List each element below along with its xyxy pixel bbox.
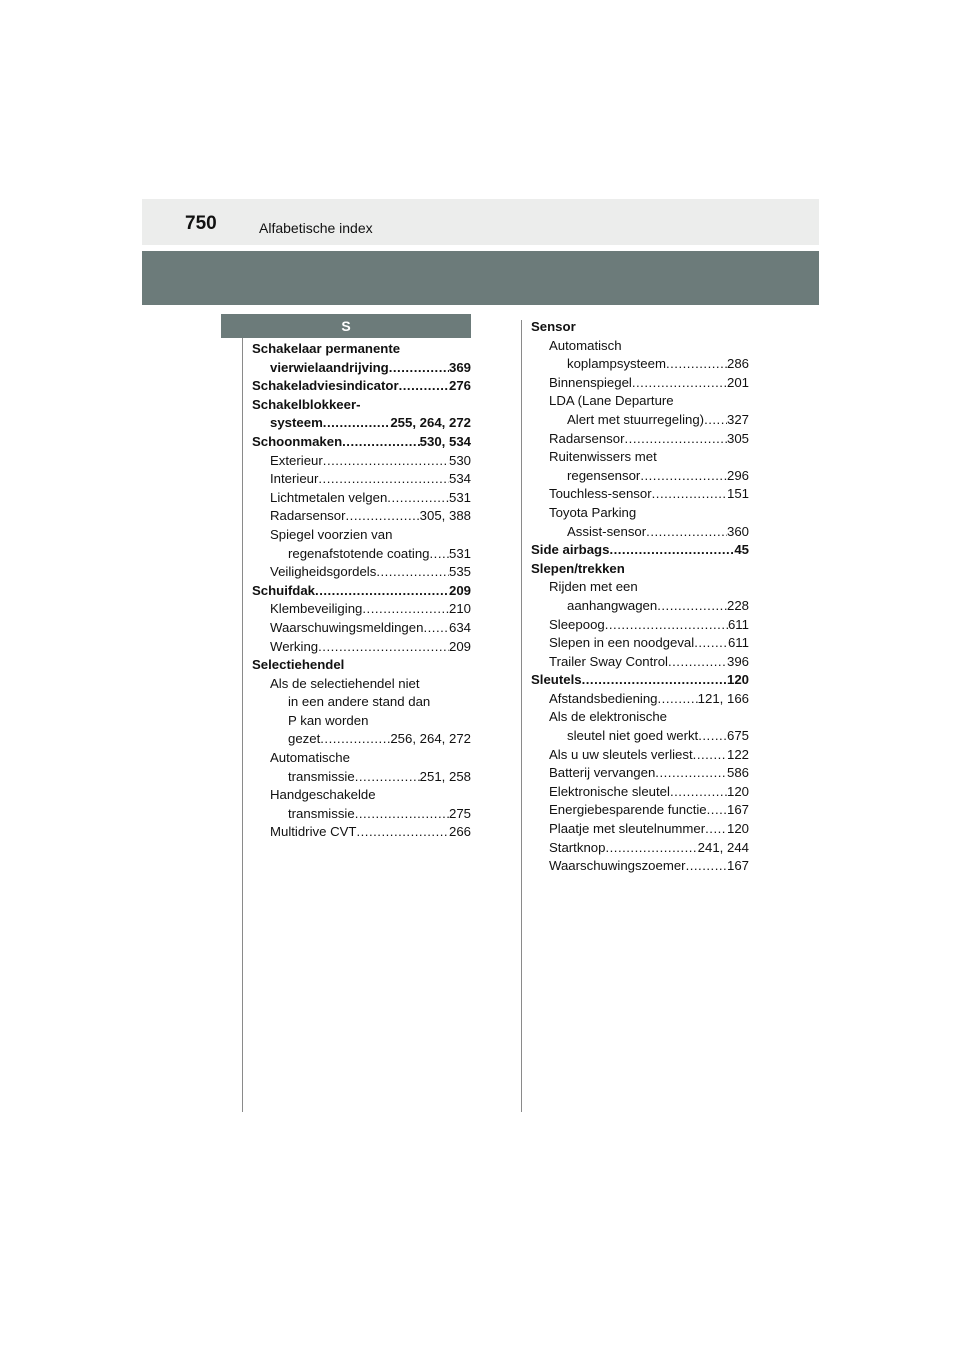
index-entry <box>531 374 749 393</box>
page-header <box>142 199 819 245</box>
index-entry-leader <box>323 452 449 471</box>
index-entry <box>531 820 749 839</box>
index-entry <box>531 653 749 672</box>
index-entry-label: Sensor <box>531 319 576 334</box>
index-entry-leader <box>342 433 420 452</box>
index-entry-label: Slepen/trekken <box>531 560 625 576</box>
index-entry <box>252 675 471 694</box>
index-entry-label: Side airbags <box>531 542 610 558</box>
index-entry-leader <box>668 653 727 672</box>
index-entry <box>531 541 749 560</box>
index-entry-label: Schoonmaken <box>252 433 343 449</box>
page-number: 750 <box>185 213 217 234</box>
index-entry-label: transmissie <box>288 768 355 784</box>
index-entry <box>252 433 471 452</box>
index-entry-page: 634 <box>448 619 471 635</box>
index-entry-leader <box>355 768 420 787</box>
right-column-rule <box>521 320 522 1112</box>
index-entry-page: 210 <box>448 601 471 617</box>
index-entry <box>531 708 749 727</box>
index-entry-page: 120 <box>726 672 749 688</box>
index-entry-label: Plaatje met sleutelnummer <box>549 821 706 837</box>
index-entry-leader <box>355 805 449 824</box>
index-entry-leader <box>704 411 727 430</box>
index-entry-leader <box>666 355 727 374</box>
index-entry-label: regenafstotende coating <box>288 545 430 561</box>
index-entry-label: Lichtmetalen velgen <box>270 489 388 505</box>
index-entry-page: 256, 264, 272 <box>390 731 471 747</box>
index-entry <box>531 504 749 523</box>
index-entry <box>531 411 749 430</box>
index-entry-label: Touchless-sensor <box>549 486 652 502</box>
index-entry <box>531 727 749 746</box>
index-entry <box>252 526 471 545</box>
index-entry <box>252 768 471 787</box>
index-entry-label: Energiebesparende functie <box>549 802 707 818</box>
index-entry-page: 276 <box>448 378 471 394</box>
index-entry-leader <box>605 839 697 858</box>
index-entry-label: Radarsensor <box>549 430 625 446</box>
index-entry-label: aanhangwagen <box>567 597 658 613</box>
index-entry-label: Als u uw sleutels verliest <box>549 746 693 762</box>
index-entry-leader <box>707 801 727 820</box>
index-entry-leader <box>693 746 727 765</box>
index-entry <box>531 597 749 616</box>
index-entry-leader <box>387 489 449 508</box>
index-entry <box>531 430 749 449</box>
index-entry-leader <box>346 507 420 526</box>
index-entry-page: 531 <box>448 545 471 561</box>
index-entry <box>252 619 471 638</box>
index-entry-page: 255, 264, 272 <box>390 415 471 431</box>
index-entry-label: Schakeladviesindicator <box>252 378 399 394</box>
index-entry <box>252 693 471 712</box>
index-entry-page: 241, 244 <box>697 839 749 855</box>
index-entry-page: 305, 388 <box>419 508 471 524</box>
index-entry-leader <box>625 430 727 449</box>
index-entry <box>531 448 749 467</box>
index-entry-leader <box>670 783 727 802</box>
left-column-rule <box>242 338 243 1112</box>
index-column-right <box>531 318 749 876</box>
index-entry-page: 530, 534 <box>419 433 471 449</box>
index-entry <box>252 749 471 768</box>
index-entry-label: sleutel niet goed werkt <box>567 728 699 744</box>
index-entry-leader <box>399 377 449 396</box>
index-entry <box>252 452 471 471</box>
page-title: Alfabetische index <box>259 220 373 236</box>
index-entry-leader <box>609 541 734 560</box>
index-entry-label: Assist-sensor <box>567 523 647 539</box>
index-entry <box>531 318 749 337</box>
index-entry <box>531 690 749 709</box>
index-entry-label: Trailer Sway Control <box>549 653 668 669</box>
index-entry-leader <box>652 485 727 504</box>
index-entry <box>531 764 749 783</box>
index-entry <box>252 638 471 657</box>
index-entry <box>531 671 749 690</box>
index-entry-page: 327 <box>726 411 749 427</box>
index-entry <box>531 839 749 858</box>
index-entry <box>531 337 749 356</box>
header-band <box>142 251 819 305</box>
index-entry <box>531 746 749 765</box>
index-entry <box>252 656 471 675</box>
index-entry <box>252 340 471 359</box>
index-entry-label: Startknop <box>549 839 606 855</box>
index-entry-page: 266 <box>448 824 471 840</box>
index-entry-leader <box>315 582 449 601</box>
index-entry <box>531 578 749 597</box>
index-entry-page: 535 <box>448 564 471 580</box>
index-entry-label: Ruitenwissers met <box>549 449 657 465</box>
index-entry-page: 122 <box>726 746 749 762</box>
index-entry-label: vierwielaandrijving <box>270 359 389 375</box>
index-entry-page: 534 <box>448 471 471 487</box>
index-entry-page: 675 <box>726 728 749 744</box>
index-entry <box>252 507 471 526</box>
index-entry-page: 296 <box>726 467 749 483</box>
index-entry-label: Binnenspiegel <box>549 374 632 390</box>
index-entry-label: Handgeschakelde <box>270 787 376 803</box>
index-entry <box>252 786 471 805</box>
index-entry <box>252 805 471 824</box>
index-entry <box>252 414 471 433</box>
index-entry-leader <box>423 619 449 638</box>
index-entry-label: Sleepoog <box>549 616 605 632</box>
index-entry-page: 531 <box>448 489 471 505</box>
index-entry-leader <box>320 730 390 749</box>
index-entry <box>531 783 749 802</box>
index-entry-label: Klembeveiliging <box>270 601 363 617</box>
index-entry-label: Spiegel voorzien van <box>270 526 393 542</box>
index-entry <box>252 582 471 601</box>
index-entry-page: 586 <box>726 765 749 781</box>
index-entry <box>252 545 471 564</box>
index-entry-leader <box>686 857 727 876</box>
index-entry-label: Multidrive CVT <box>270 824 357 840</box>
index-entry <box>531 523 749 542</box>
index-entry-label: Automatisch <box>549 337 622 353</box>
index-column-left <box>252 340 471 842</box>
index-entry <box>531 467 749 486</box>
index-entry <box>252 489 471 508</box>
index-entry-label: P kan worden <box>288 712 369 728</box>
index-entry-page: 228 <box>726 597 749 613</box>
index-entry-label: Interieur <box>270 471 319 487</box>
index-entry-label: Veiligheidsgordels <box>270 564 377 580</box>
index-entry-leader <box>605 616 728 635</box>
index-entry <box>252 730 471 749</box>
index-entry-label: Automatische <box>270 750 350 766</box>
index-entry-label: Schuifdak <box>252 582 316 598</box>
index-entry-label: Sleutels <box>531 672 582 688</box>
index-entry-page: 45 <box>734 542 749 558</box>
index-entry-label: transmissie <box>288 805 355 821</box>
index-entry-label: Toyota Parking <box>549 504 637 520</box>
index-entry-label: Alert met stuurregeling) <box>567 411 705 427</box>
index-entry-leader <box>376 563 449 582</box>
index-entry-label: systeem <box>270 415 323 431</box>
index-entry-label: Afstandsbediening <box>549 690 658 706</box>
index-entry <box>252 563 471 582</box>
index-entry-label: Rijden met een <box>549 579 638 595</box>
index-entry-page: 369 <box>448 359 471 375</box>
index-entry <box>531 857 749 876</box>
index-entry-leader <box>318 638 449 657</box>
index-entry-page: 611 <box>727 635 749 651</box>
index-entry-page: 530 <box>448 452 471 468</box>
index-entry-page: 209 <box>448 582 471 598</box>
index-entry-page: 201 <box>726 374 749 390</box>
index-entry-label: Selectiehendel <box>252 657 345 673</box>
index-entry-leader <box>655 764 727 783</box>
index-entry-label: Als de elektronische <box>549 709 668 725</box>
index-entry-label: Waarschuwingszoemer <box>549 858 686 874</box>
index-entry-label: gezet <box>288 731 321 747</box>
index-entry-leader <box>318 470 449 489</box>
index-entry <box>252 359 471 378</box>
index-entry <box>531 616 749 635</box>
index-entry-leader <box>582 671 727 690</box>
index-entry-label: regensensor <box>567 467 641 483</box>
index-entry-page: 120 <box>726 783 749 799</box>
index-entry-label: Waarschuwingsmeldingen <box>270 619 424 635</box>
index-entry-label: Slepen in een noodgeval <box>549 635 695 651</box>
index-entry-label: Elektronische sleutel <box>549 783 670 799</box>
index-entry-page: 121, 166 <box>697 690 749 706</box>
index-entry-page: 360 <box>726 523 749 539</box>
index-entry-page: 120 <box>726 821 749 837</box>
index-entry-label: Exterieur <box>270 452 323 468</box>
index-entry <box>531 634 749 653</box>
index-entry-leader <box>705 820 727 839</box>
index-entry-page: 611 <box>727 616 749 632</box>
index-entry <box>531 485 749 504</box>
index-entry-leader <box>658 690 698 709</box>
index-entry-page: 396 <box>726 653 749 669</box>
index-entry <box>252 470 471 489</box>
index-entry-leader <box>362 600 449 619</box>
index-entry-label: Als de selectiehendel niet <box>270 675 420 691</box>
index-entry-leader <box>323 414 391 433</box>
index-entry-leader <box>698 727 727 746</box>
index-entry-label: Werking <box>270 638 319 654</box>
index-entry-leader <box>356 823 449 842</box>
index-entry-page: 167 <box>726 802 749 818</box>
index-entry <box>252 823 471 842</box>
index-entry-leader <box>657 597 727 616</box>
index-entry-leader <box>389 359 449 378</box>
index-entry <box>531 560 749 579</box>
index-entry-page: 151 <box>726 486 749 502</box>
index-entry <box>531 392 749 411</box>
index-entry-label: Batterij vervangen <box>549 765 656 781</box>
index-entry-leader <box>694 634 728 653</box>
index-entry <box>252 600 471 619</box>
index-entry <box>252 396 471 415</box>
index-entry-page: 286 <box>726 356 749 372</box>
index-entry-label: Schakelaar permanente <box>252 341 401 356</box>
index-entry-page: 305 <box>726 430 749 446</box>
index-entry-label: in een andere stand dan <box>288 694 431 710</box>
index-entry-label: LDA (Lane Departure <box>549 393 674 409</box>
index-entry-label: Schakelblokkeer- <box>252 396 361 412</box>
section-letter-tab: S <box>221 314 471 338</box>
index-entry-leader <box>646 523 727 542</box>
index-entry <box>531 355 749 374</box>
index-entry-leader <box>430 545 449 564</box>
index-entry-leader <box>640 467 727 486</box>
index-entry <box>252 712 471 731</box>
index-entry-leader <box>632 374 727 393</box>
index-entry-page: 209 <box>448 638 471 654</box>
index-entry <box>531 801 749 820</box>
index-entry-label: koplampsysteem <box>567 356 666 372</box>
index-entry-page: 275 <box>448 805 471 821</box>
index-entry-label: Radarsensor <box>270 508 346 524</box>
index-entry-page: 251, 258 <box>419 768 471 784</box>
index-entry <box>252 377 471 396</box>
index-entry-page: 167 <box>726 858 749 874</box>
